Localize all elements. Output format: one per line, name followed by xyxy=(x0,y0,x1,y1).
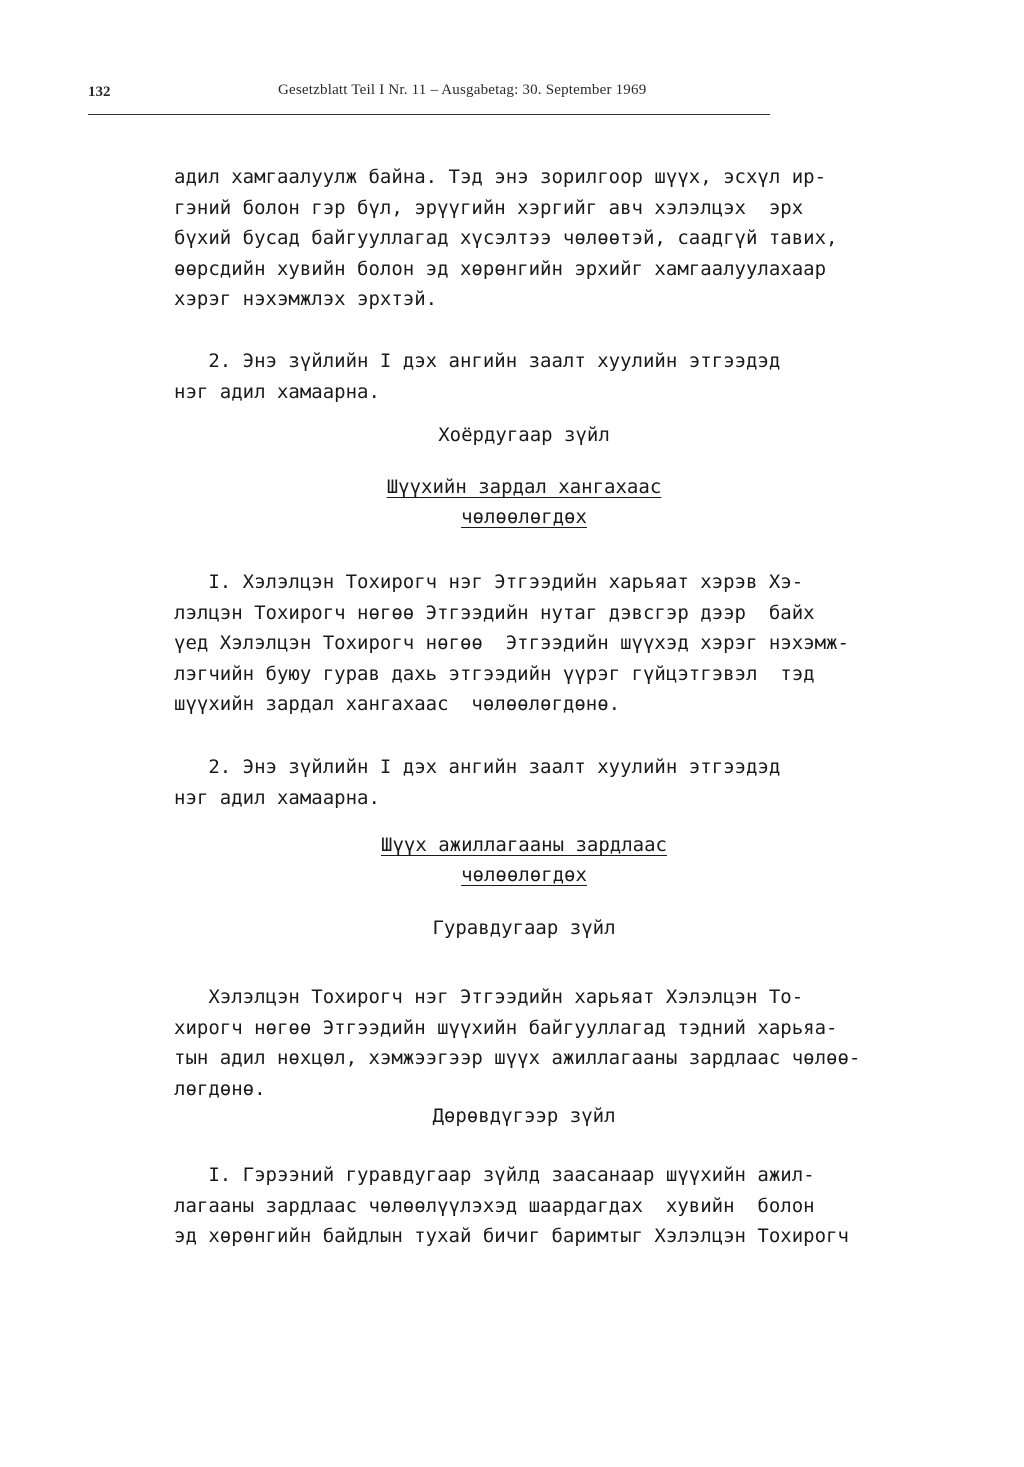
text-line: нэг адил хамаарна. xyxy=(174,786,380,809)
paragraph-section-2 xyxy=(174,346,874,407)
paragraph-continuation xyxy=(174,162,874,315)
paragraph-article-2-section-2 xyxy=(174,752,874,813)
text-line: адил хамгаалуулж байна. Тэд энэ зорилгоор шүүх, эсхүл ир- xyxy=(174,166,827,188)
text-line: эд хөрөнгийн байдлын тухай бичиг баримтыг Хэлэлцэн Тохирогч xyxy=(174,1225,849,1247)
heading-line: чөлөөлөгдөх xyxy=(461,506,587,528)
text-line: I. Хэлэлцэн Тохирогч нэг Этгээдийн харьяат хэрэв Хэ- xyxy=(174,571,804,593)
text-line: хэрэг нэхэмжлэх эрхтэй. xyxy=(174,288,438,310)
text-line: лэгчийн буюу гурав дахь этгээдийн үүрэг гүйцэтгэвэл тэд xyxy=(174,662,815,685)
text-line: 2. Энэ зүйлийн I дэх ангийн заалт хуулийн этгээдэд xyxy=(174,350,781,372)
page-header xyxy=(88,82,888,108)
running-title: Gesetzblatt Teil I Nr. 11 – Ausgabetag: 30. September 1969 xyxy=(278,82,647,98)
header-rule xyxy=(88,114,770,115)
text-line: үед Хэлэлцэн Тохирогч нөгөө Этгээдийн шүүхэд хэрэг нэхэмж- xyxy=(174,632,849,654)
paragraph-article-3 xyxy=(174,982,874,1104)
text-line: өөрсдийн хувийн болон эд хөрөнгийн эрхийг хамгаалуулахаар xyxy=(174,257,827,280)
text-line: шүүхийн зардал хангахаас чөлөөлөгдөнө. xyxy=(174,693,621,715)
paragraph-article-2-section-1 xyxy=(174,567,874,720)
text-line: хирогч нөгөө Этгээдийн шүүхийн байгууллагад тэдний харьяа- xyxy=(174,1016,838,1039)
article-2-title: Хоёрдугаар зүйл xyxy=(438,424,610,446)
article-3-title: Гуравдугаар зүйл xyxy=(432,917,616,939)
page-number: 132 xyxy=(88,84,111,100)
text-line: 2. Энэ зүйлийн I дэх ангийн заалт хуулийн этгээдэд xyxy=(174,756,781,778)
heading-line: чөлөөлөгдөх xyxy=(461,864,587,886)
heading-line: Шүүхийн зардал хангахаас xyxy=(386,476,662,498)
text-line: лагааны зардлаас чөлөөлүүлэхэд шаардагдах хувийн болон xyxy=(174,1194,815,1217)
text-line: Хэлэлцэн Тохирогч нэг Этгээдийн харьяат Хэлэлцэн То- xyxy=(174,986,804,1008)
text-line: I. Гэрээний гуравдугаар зүйлд заасанаар шүүхийн ажил- xyxy=(174,1164,815,1186)
text-line: лэлцэн Тохирогч нөгөө Этгээдийн нутаг дэвсгэр дээр байх xyxy=(174,601,815,624)
heading-line: Шүүх ажиллагааны зардлаас xyxy=(381,834,667,856)
heading-proceedings-costs xyxy=(174,830,874,890)
article-4-title: Дөрөвдүгээр зүйл xyxy=(432,1105,616,1127)
text-line: бүхий бусад байгууллагад хүсэлтээ чөлөөтэй, саадгүй тавих, xyxy=(174,227,838,249)
text-line: лөгдөнө. xyxy=(174,1077,266,1100)
text-line: нэг адил хамаарна. xyxy=(174,380,380,403)
text-line: тын адил нөхцөл, хэмжээгээр шүүх ажиллагааны зардлаас чөлөө- xyxy=(174,1047,861,1069)
text-line: гэний болон гэр бүл, эрүүгийн хэргийг авч хэлэлцэх эрх xyxy=(174,196,804,219)
paragraph-article-4-section-1 xyxy=(174,1160,874,1252)
heading-court-costs xyxy=(174,472,874,532)
